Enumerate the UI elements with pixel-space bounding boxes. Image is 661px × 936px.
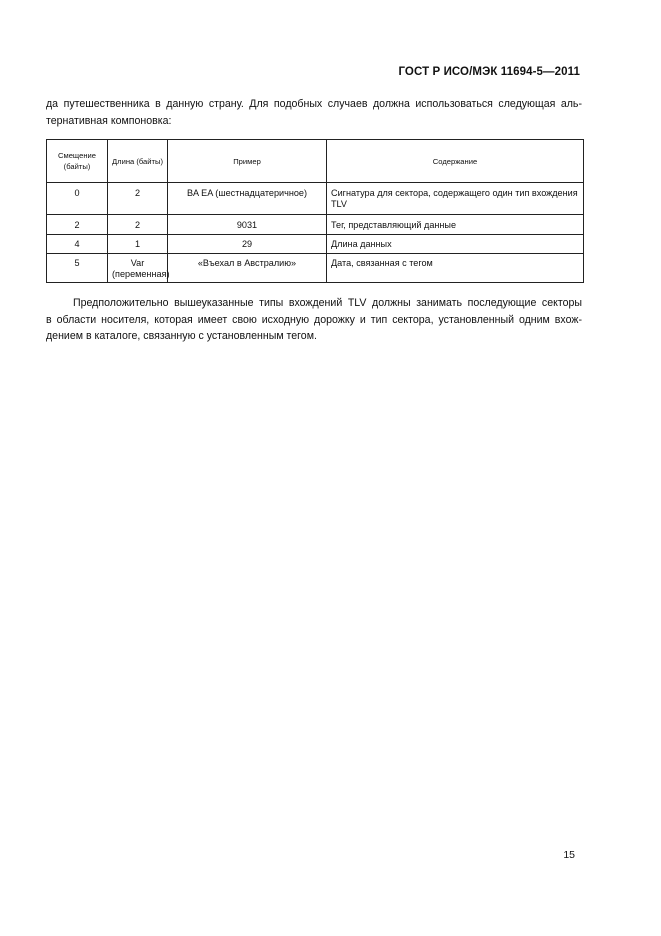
cell-offset: 2 bbox=[47, 215, 108, 235]
outro-line-1: Предположительно вышеуказанные типы вхождений TLV должны занимать последующие секторы bbox=[73, 297, 582, 309]
outro-line-2: в области носителя, которая имеет свою исходную дорожку и тип сектора, установленный одним вхож- bbox=[46, 313, 582, 326]
cell-length: Var (переменная) bbox=[108, 254, 168, 283]
table-row bbox=[47, 215, 584, 235]
cell-length: 2 bbox=[108, 215, 168, 235]
cell-length: 2 bbox=[108, 183, 168, 215]
cell-example: 9031 bbox=[168, 215, 327, 235]
cell-offset: 0 bbox=[47, 183, 108, 215]
table-header-row bbox=[47, 140, 584, 183]
cell-content: Длина данных bbox=[327, 235, 584, 254]
intro-paragraph bbox=[46, 96, 582, 130]
intro-line-1: да путешественника в данную страну. Для подобных случаев должна использоваться следующая аль- bbox=[46, 98, 582, 110]
table-row bbox=[47, 254, 584, 283]
intro-line-2: тернативная компоновка: bbox=[46, 115, 172, 127]
header-content: Содержание bbox=[327, 140, 584, 183]
cell-example: 29 bbox=[168, 235, 327, 254]
outro-line-3: дением в каталоге, связанную с установленным тегом. bbox=[46, 330, 317, 342]
cell-content: Дата, связанная с тегом bbox=[327, 254, 584, 283]
table-row bbox=[47, 183, 584, 215]
document-header-code: ГОСТ Р ИСО/МЭК 11694-5—2011 bbox=[398, 66, 580, 78]
header-example: Пример bbox=[168, 140, 327, 183]
tlv-layout-table bbox=[46, 139, 584, 283]
cell-content: Сигнатура для сектора, содержащего один тип вхождения TLV bbox=[327, 183, 584, 215]
cell-offset: 4 bbox=[47, 235, 108, 254]
cell-example: «Въехал в Австралию» bbox=[168, 254, 327, 283]
cell-example: BA EA (шестнадцатеричное) bbox=[168, 183, 327, 215]
header-offset: Смещение (байты) bbox=[47, 140, 108, 183]
page-number: 15 bbox=[563, 849, 575, 861]
outro-paragraph bbox=[46, 295, 582, 345]
table-row bbox=[47, 235, 584, 254]
cell-length: 1 bbox=[108, 235, 168, 254]
cell-content: Тег, представляющий данные bbox=[327, 215, 584, 235]
header-length: Длина (байты) bbox=[108, 140, 168, 183]
cell-offset: 5 bbox=[47, 254, 108, 283]
